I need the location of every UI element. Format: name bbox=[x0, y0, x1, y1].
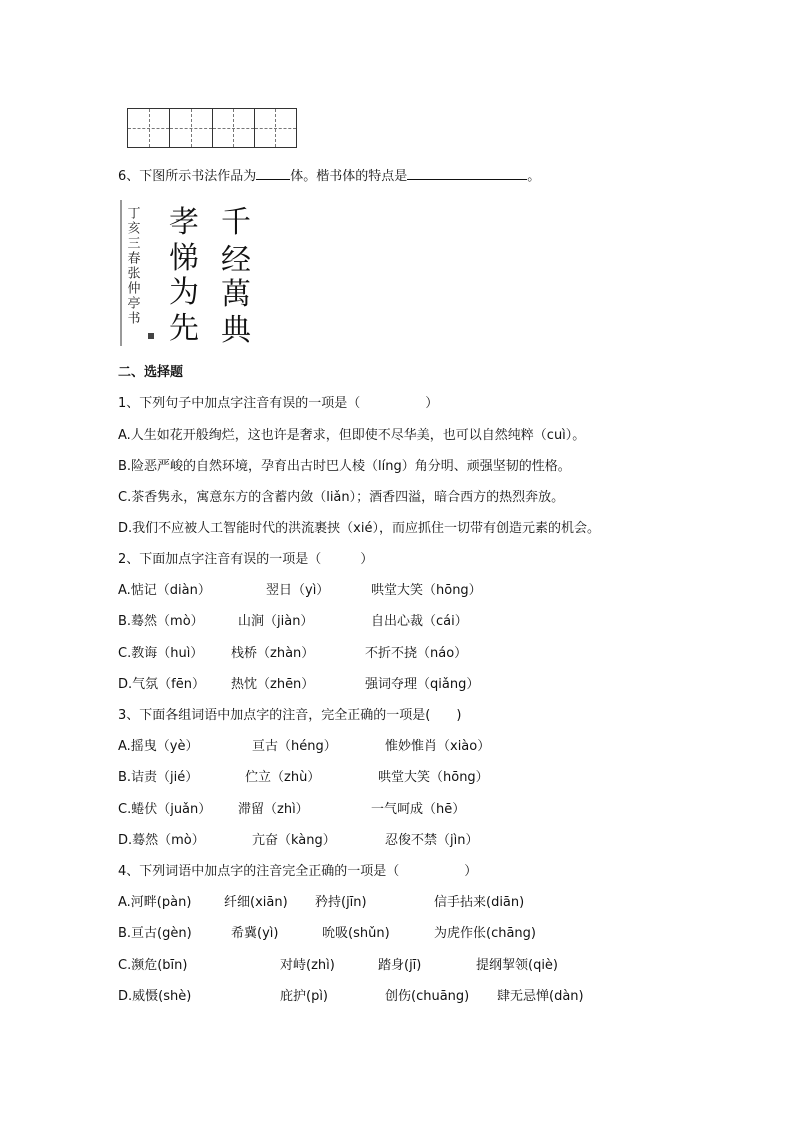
question-6 bbox=[118, 166, 540, 186]
q3-a-2: 亘古（héng） bbox=[252, 739, 337, 754]
seal-stamp bbox=[148, 333, 154, 339]
q2-a-3: 哄堂大笑（hōng） bbox=[371, 583, 482, 598]
q3-d-2: 亢奋（kàng） bbox=[252, 833, 336, 848]
q6-mid: 体。楷书体的特点是 bbox=[290, 169, 408, 184]
q2-b-3: 自出心裁（cái） bbox=[371, 614, 468, 629]
q3-d-1: D.蓦然（mò） bbox=[118, 833, 205, 848]
q4-c-2: 对峙(zhì) bbox=[280, 958, 335, 973]
q2-c-2: 栈桥（zhàn） bbox=[231, 646, 315, 661]
q4-d-2: 庇护(pì) bbox=[280, 989, 329, 1004]
question-1-option-d: D.我们不应被人工智能时代的洪流裹挟（xié），而应抓住一切带有创造元素的机会。 bbox=[118, 521, 600, 536]
calligraphy-char: 千 bbox=[221, 205, 251, 240]
q4-a-4: 信手拈来(diān) bbox=[434, 895, 525, 910]
q6-end: 。 bbox=[527, 169, 541, 184]
grid-cell bbox=[255, 109, 296, 147]
grid-cell bbox=[128, 109, 170, 147]
q4-a-3: 矜持(jīn) bbox=[315, 895, 367, 910]
q2-a-1: A.惦记（diàn） bbox=[118, 583, 211, 598]
writing-grid bbox=[127, 108, 297, 148]
section-title: 二、选择题 bbox=[118, 365, 184, 380]
q6-blank-1 bbox=[256, 166, 290, 180]
q4-d-4: 肆无忌惮(dàn) bbox=[497, 989, 584, 1004]
q2-b-2: 山涧（jiàn） bbox=[238, 614, 314, 629]
q4-c-4: 提纲挈领(qiè) bbox=[476, 958, 559, 973]
q3-a-1: A.摇曳（yè） bbox=[118, 739, 199, 754]
q4-c-3: 踏身(jī) bbox=[378, 958, 422, 973]
calligraphy-image bbox=[118, 200, 255, 346]
question-1-stem: 1、下列句子中加点字注音有误的一项是（ ） bbox=[118, 396, 439, 411]
q6-prefix: 6、下图所示书法作品为 bbox=[118, 169, 257, 184]
calligraphy-char: 孝 bbox=[169, 205, 199, 240]
q4-d-1: D.威慑(shè) bbox=[118, 989, 192, 1004]
q3-b-1: B.诘责（jié） bbox=[118, 770, 199, 785]
q2-d-2: 热忱（zhēn） bbox=[231, 677, 315, 692]
grid-cell bbox=[170, 109, 212, 147]
question-4-stem: 4、下列词语中加点字的注音完全正确的一项是（ ） bbox=[118, 864, 478, 879]
question-2-stem: 2、下面加点字注音有误的一项是（ ） bbox=[118, 552, 374, 567]
q3-d-3: 忍俊不禁（jìn） bbox=[385, 833, 479, 848]
q2-c-1: C.教诲（huì） bbox=[118, 646, 204, 661]
q3-b-2: 伫立（zhù） bbox=[245, 770, 321, 785]
q4-b-3: 吮吸(shǔn) bbox=[322, 926, 390, 941]
question-3-stem: 3、下面各组词语中加点字的注音，完全正确的一项是( ) bbox=[118, 708, 462, 723]
calligraphy-char: 经 bbox=[221, 243, 251, 278]
calligraphy-char: 悌 bbox=[169, 241, 199, 276]
q2-d-3: 强词夺理（qiǎng） bbox=[365, 677, 480, 692]
q4-d-3: 创伤(chuāng) bbox=[385, 989, 470, 1004]
q3-a-3: 惟妙惟肖（xiào） bbox=[385, 739, 491, 754]
q4-a-2: 纤细(xiān) bbox=[224, 895, 288, 910]
question-1-option-c: C.茶香隽永，寓意东方的含蓄内敛（liǎn）；酒香四溢，暗合西方的热烈奔放。 bbox=[118, 490, 565, 505]
grid-cell bbox=[213, 109, 255, 147]
q3-c-3: 一气呵成（hē） bbox=[371, 802, 466, 817]
question-1-option-b: B.险恶严峻的自然环境，孕育出古时巴人棱（líng）角分明、顽强坚韧的性格。 bbox=[118, 459, 571, 474]
q4-a-1: A.河畔(pàn) bbox=[118, 895, 192, 910]
q3-c-1: C.蜷伏（juǎn） bbox=[118, 802, 212, 817]
question-1-option-a: A.人生如花开般绚烂，这也许是奢求，但即使不尽华美，也可以自然纯粹（cuì）。 bbox=[118, 428, 586, 443]
q2-b-1: B.蓦然（mò） bbox=[118, 614, 204, 629]
q4-c-1: C.濒危(bīn) bbox=[118, 958, 188, 973]
q4-b-2: 希冀(yì) bbox=[231, 926, 279, 941]
q3-c-2: 滞留（zhì） bbox=[238, 802, 309, 817]
q2-c-3: 不折不挠（náo） bbox=[365, 646, 468, 661]
q2-a-2: 翌日（yì） bbox=[266, 583, 330, 598]
q2-d-1: D.气氛（fēn） bbox=[118, 677, 205, 692]
q6-blank-2 bbox=[407, 166, 527, 180]
q4-b-4: 为虎作伥(chāng) bbox=[434, 926, 536, 941]
calligraphy-char: 先 bbox=[169, 311, 199, 346]
q3-b-3: 哄堂大笑（hōng） bbox=[378, 770, 489, 785]
q4-b-1: B.亘古(gèn) bbox=[118, 926, 192, 941]
calligraphy-char: 典 bbox=[221, 313, 251, 346]
calligraphy-inscription: 丁亥三春张仲亭书 bbox=[124, 206, 140, 326]
calligraphy-char: 为 bbox=[169, 275, 199, 310]
calligraphy-char: 萬 bbox=[221, 277, 251, 312]
